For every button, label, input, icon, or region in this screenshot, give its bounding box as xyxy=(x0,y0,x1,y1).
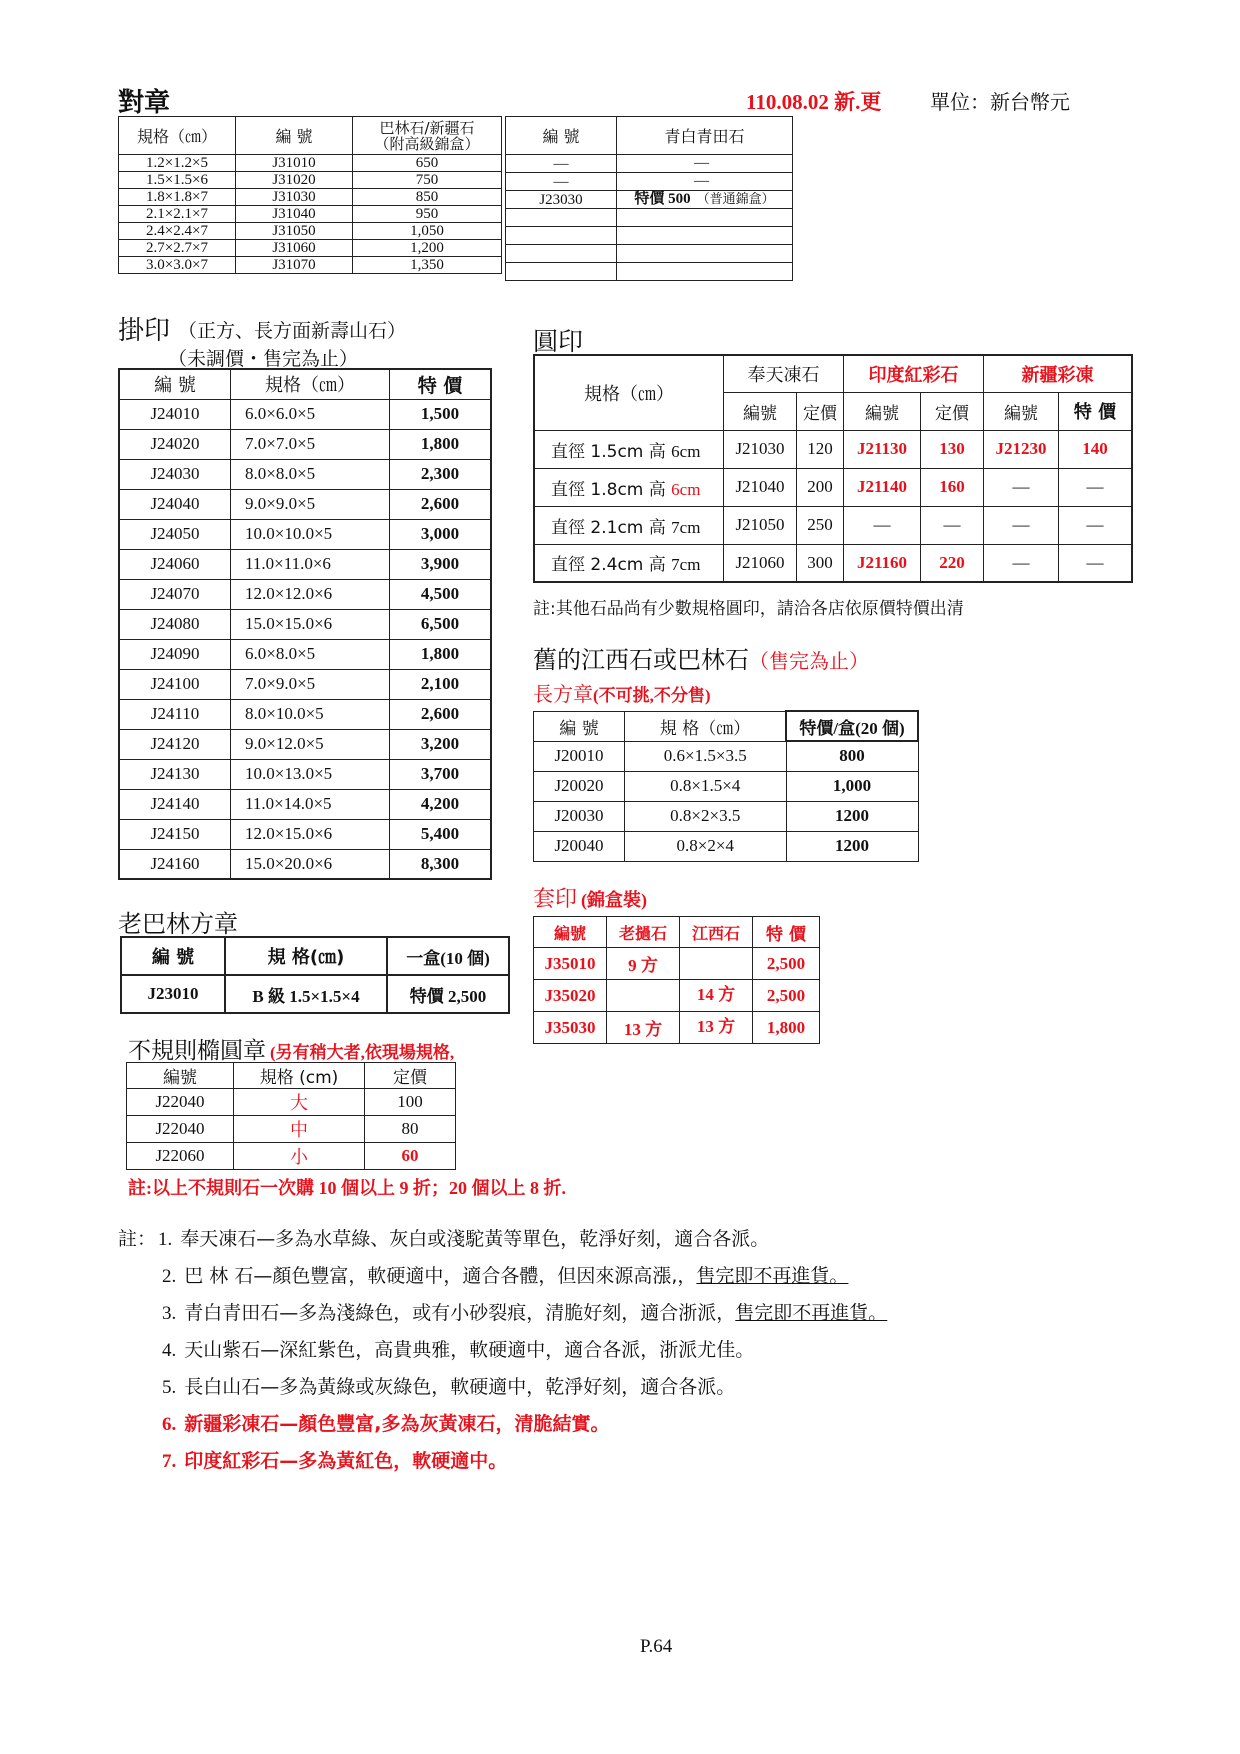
col-header-box-10: 一盒(10 個) xyxy=(387,937,509,975)
col-header-price: 定價 xyxy=(365,1063,456,1089)
cell-price: 2,100 xyxy=(390,669,492,699)
note-text: 新疆彩凍石—顏色豐富,多為灰黃凍石，清脆結實。 xyxy=(184,1413,610,1435)
duizhang-table-left xyxy=(118,116,502,274)
cell-price: 140 xyxy=(1059,430,1133,468)
cell-spec xyxy=(534,468,724,506)
table-row xyxy=(119,223,502,240)
cell-spec: 1.5×1.5×6 xyxy=(119,172,236,189)
cell-code: J35030 xyxy=(534,1012,607,1044)
taoyin-table xyxy=(533,916,820,1044)
irregular-title: 不規則橢圓章 xyxy=(128,1038,266,1064)
table-row xyxy=(119,549,491,579)
table-row xyxy=(534,430,1132,468)
old-jiangxi-sold-out: （售完為止） xyxy=(749,649,869,673)
taoyin-title: 套印 xyxy=(533,887,578,912)
cell-price: 1,800 xyxy=(390,429,492,459)
cell-spec: 0.8×2×3.5 xyxy=(625,801,787,831)
table-row xyxy=(119,189,502,206)
cell-spec: 7.0×7.0×5 xyxy=(231,429,390,459)
cell-spec: 3.0×3.0×7 xyxy=(119,257,236,274)
cell-spec: 0.6×1.5×3.5 xyxy=(625,741,787,771)
cell-price: 2,500 xyxy=(753,980,820,1012)
table-row xyxy=(506,263,793,281)
note-number: 7. xyxy=(162,1451,177,1472)
cell-spec: 0.8×1.5×4 xyxy=(625,771,787,801)
col-header-code: 編號 xyxy=(984,392,1059,430)
cell-price: 60 xyxy=(365,1143,456,1170)
cell-code: J22060 xyxy=(127,1143,234,1170)
cell-code: J24020 xyxy=(119,429,231,459)
table-row xyxy=(119,429,491,459)
cell-code: J31070 xyxy=(236,257,353,274)
col-header-code: 編號 xyxy=(534,917,607,948)
col-header-balin-xinjiang: 巴林石/新疆石 （附高級錦盒） xyxy=(353,117,502,155)
table-row xyxy=(119,519,491,549)
col-header-qingtian: 青白青田石 xyxy=(617,117,793,155)
section-title-irregular xyxy=(128,1032,518,1065)
note-number: 5. xyxy=(162,1377,177,1398)
duizhang-table-right xyxy=(505,116,793,281)
cell-code: J21160 xyxy=(844,544,921,582)
cell-price: 2,600 xyxy=(390,489,492,519)
cell-spec xyxy=(534,544,724,582)
col-header-jiangxi: 江西石 xyxy=(680,917,753,948)
guayin-table xyxy=(118,368,492,880)
cell-price: 6,500 xyxy=(390,609,492,639)
table-row xyxy=(119,609,491,639)
cell-code: J24110 xyxy=(119,699,231,729)
cell-price: 2,500 xyxy=(753,948,820,980)
rect-seal-note: (不可挑,不分售) xyxy=(593,686,711,705)
cell-size: 小 xyxy=(234,1143,365,1170)
cell-code: J21140 xyxy=(844,468,921,506)
irregular-table xyxy=(126,1062,456,1170)
cell-price xyxy=(617,245,793,263)
spec-height: 7cm xyxy=(671,517,701,537)
cell-code xyxy=(506,245,617,263)
cell-price xyxy=(617,227,793,245)
cell-spec: 1.8×1.8×7 xyxy=(119,189,236,206)
spec-diameter: 直徑 1.8cm 高 xyxy=(551,479,672,500)
cell-code xyxy=(506,209,617,227)
col-header-spec: 規 格(㎝) xyxy=(225,937,387,975)
special-price: — xyxy=(694,155,709,171)
table-row xyxy=(127,1089,456,1116)
cell-code: — xyxy=(984,506,1059,544)
table-row xyxy=(119,579,491,609)
note-number: 1. xyxy=(158,1229,173,1250)
cell-price: 1,800 xyxy=(753,1012,820,1044)
cell-code: J24060 xyxy=(119,549,231,579)
cell-spec: 2.4×2.4×7 xyxy=(119,223,236,240)
cell-price: — xyxy=(1059,544,1133,582)
cell-price: 1,800 xyxy=(390,639,492,669)
col-header-special-price: 特 價 xyxy=(753,917,820,948)
cell-price: 130 xyxy=(921,430,984,468)
special-price: 特價 500 xyxy=(634,191,691,207)
cell-code: J24010 xyxy=(119,399,231,429)
col-header-code: 編 號 xyxy=(121,937,225,975)
col-header-price: 特 價 xyxy=(390,369,492,399)
cell-code: J21060 xyxy=(724,544,797,582)
table-row xyxy=(534,1012,820,1044)
table-row xyxy=(119,819,491,849)
cell-code: J23010 xyxy=(121,975,225,1013)
section-title-old-balin: 老巴林方章 xyxy=(118,910,238,938)
table-row xyxy=(119,699,491,729)
note-text: 奉天凍石—多為水草綠、灰白或淺駝黃等單色，乾淨好刻，適合各派。 xyxy=(180,1228,770,1250)
cell-code: J20020 xyxy=(534,771,625,801)
cell-price: 160 xyxy=(921,468,984,506)
cell-code: — xyxy=(984,468,1059,506)
note-number: 3. xyxy=(162,1303,177,1324)
cell-code: J31030 xyxy=(236,189,353,206)
cell-code: J24100 xyxy=(119,669,231,699)
cell-price xyxy=(617,263,793,281)
cell-price: 120 xyxy=(797,430,844,468)
note-item xyxy=(162,1298,887,1325)
cell-size: 中 xyxy=(234,1116,365,1143)
section-title-old-jiangxi xyxy=(533,640,869,675)
old-balin-table xyxy=(120,936,510,1014)
cell-price xyxy=(617,191,793,209)
cell-code: J22040 xyxy=(127,1089,234,1116)
cell-code: J24090 xyxy=(119,639,231,669)
cell-price: 3,700 xyxy=(390,759,492,789)
note-item xyxy=(162,1261,848,1288)
currency-unit: 單位：新台幣元 xyxy=(930,90,1070,114)
table-row xyxy=(534,801,919,831)
cell-spec: 10.0×13.0×5 xyxy=(231,759,390,789)
cell-jiangxi xyxy=(680,948,753,980)
cell-price xyxy=(617,209,793,227)
cell-spec: 11.0×11.0×6 xyxy=(231,549,390,579)
old-jiangxi-table xyxy=(533,710,919,862)
cell-spec: 10.0×10.0×5 xyxy=(231,519,390,549)
note-underlined: 售完即不再進貨。 xyxy=(735,1302,888,1324)
cell-code: J24130 xyxy=(119,759,231,789)
cell-code: J24080 xyxy=(119,609,231,639)
cell-price: 5,400 xyxy=(390,819,492,849)
cell-price xyxy=(617,155,793,173)
cell-spec: 9.0×9.0×5 xyxy=(231,489,390,519)
cell-code: J20040 xyxy=(534,831,625,861)
section-title-duizhang: 對章 xyxy=(118,88,171,118)
notes-prefix: 註： xyxy=(118,1228,157,1250)
note-number: 6. xyxy=(162,1414,177,1435)
col-header-price: 定價 xyxy=(921,392,984,430)
cell-price: 200 xyxy=(797,468,844,506)
table-row xyxy=(119,206,502,223)
table-row xyxy=(119,155,502,172)
cell-spec: 8.0×10.0×5 xyxy=(231,699,390,729)
cell-code: J24030 xyxy=(119,459,231,489)
cell-code: J21130 xyxy=(844,430,921,468)
cell-price: 750 xyxy=(353,172,502,189)
cell-code: J31060 xyxy=(236,240,353,257)
cell-spec: 1.2×1.2×5 xyxy=(119,155,236,172)
table-row xyxy=(119,669,491,699)
page-number: P.64 xyxy=(640,1636,673,1657)
note-item xyxy=(158,1224,769,1251)
cell-price: 1200 xyxy=(786,831,918,861)
table-row xyxy=(119,849,491,879)
note-text: 天山紫石—深紅紫色，高貴典雅，軟硬適中，適合各派，浙派尤佳。 xyxy=(184,1339,755,1361)
table-row xyxy=(506,173,793,191)
cell-spec: 12.0×15.0×6 xyxy=(231,819,390,849)
table-row xyxy=(534,948,820,980)
cell-code xyxy=(506,227,617,245)
cell-code: J24140 xyxy=(119,789,231,819)
note-number: 4. xyxy=(162,1340,177,1361)
irregular-title-note: (另有稍大者,依現場規格, xyxy=(270,1043,455,1062)
cell-price: 100 xyxy=(365,1089,456,1116)
cell-spec: 6.0×8.0×5 xyxy=(231,639,390,669)
cell-price: 950 xyxy=(353,206,502,223)
group-header-xinjiang: 新疆彩凍 xyxy=(984,355,1133,392)
note-item xyxy=(162,1372,735,1399)
cell-spec xyxy=(534,506,724,544)
cell-spec: 12.0×12.0×6 xyxy=(231,579,390,609)
cell-price: 1,000 xyxy=(786,771,918,801)
note-text: 印度紅彩石—多為黃紅色，軟硬適中。 xyxy=(184,1450,508,1472)
cell-spec: 2.1×2.1×7 xyxy=(119,206,236,223)
table-row xyxy=(119,399,491,429)
spec-height: 6cm xyxy=(671,441,701,461)
table-row xyxy=(119,257,502,274)
cell-code: J24120 xyxy=(119,729,231,759)
irregular-discount-note: 註:以上不規則石一次購 10 個以上 9 折；20 個以上 8 折. xyxy=(128,1178,566,1198)
col-header-code: 編號 xyxy=(127,1063,234,1089)
table-row xyxy=(119,459,491,489)
spec-height: 7cm xyxy=(671,555,701,575)
yuanyin-note: 註:其他石品尚有少數規格圓印，請洽各店依原價特價出清 xyxy=(533,599,964,619)
col-header-spec: 規格（㎝） xyxy=(534,355,724,430)
taoyin-note: (錦盒裝) xyxy=(581,890,648,910)
note-text: 長白山石—多為黃綠或灰綠色，軟硬適中，乾淨好刻，適合各派。 xyxy=(184,1376,736,1398)
cell-code xyxy=(506,263,617,281)
cell-code: J24040 xyxy=(119,489,231,519)
cell-laos xyxy=(607,980,680,1012)
note-underlined: 售完即不再進貨。 xyxy=(696,1265,849,1287)
cell-price: — xyxy=(1059,506,1133,544)
cell-code: J21030 xyxy=(724,430,797,468)
cell-jiangxi: 13 方 xyxy=(680,1012,753,1044)
cell-price: 3,900 xyxy=(390,549,492,579)
cell-price: 1,500 xyxy=(390,399,492,429)
group-header-fengtian: 奉天凍石 xyxy=(724,355,844,392)
cell-price: 300 xyxy=(797,544,844,582)
col-header-box-price: 特價/盒(20 個) xyxy=(786,711,918,741)
table-row xyxy=(119,639,491,669)
col-header-spec: 規格 (cm) xyxy=(234,1063,365,1089)
box-type: （普通錦盒） xyxy=(696,192,775,207)
old-jiangxi-title: 舊的江西石或巴林石 xyxy=(533,646,749,674)
cell-spec: 0.8×2×4 xyxy=(625,831,787,861)
cell-spec: 2.7×2.7×7 xyxy=(119,240,236,257)
table-row xyxy=(119,759,491,789)
cell-price: 1,200 xyxy=(353,240,502,257)
table-row xyxy=(506,155,793,173)
cell-code: — xyxy=(506,173,617,191)
col-header-code: 編 號 xyxy=(534,711,625,741)
cell-spec: 11.0×14.0×5 xyxy=(231,789,390,819)
table-row xyxy=(534,506,1132,544)
cell-code: J31050 xyxy=(236,223,353,240)
table-row xyxy=(534,544,1132,582)
cell-price: 250 xyxy=(797,506,844,544)
cell-laos: 9 方 xyxy=(607,948,680,980)
table-row xyxy=(506,245,793,263)
special-price: — xyxy=(694,173,709,189)
rect-seal-title xyxy=(533,678,711,707)
cell-code: J35010 xyxy=(534,948,607,980)
cell-spec: 7.0×9.0×5 xyxy=(231,669,390,699)
cell-price: — xyxy=(1059,468,1133,506)
cell-price: 8,300 xyxy=(390,849,492,879)
cell-price: — xyxy=(921,506,984,544)
cell-code: J20030 xyxy=(534,801,625,831)
cell-laos: 13 方 xyxy=(607,1012,680,1044)
spec-diameter: 直徑 2.4cm 高 xyxy=(551,555,672,576)
table-row xyxy=(119,172,502,189)
cell-code: J21230 xyxy=(984,430,1059,468)
cell-code: J31020 xyxy=(236,172,353,189)
cell-code: — xyxy=(844,506,921,544)
cell-spec: 8.0×8.0×5 xyxy=(231,459,390,489)
cell-code: J21040 xyxy=(724,468,797,506)
cell-code: J21050 xyxy=(724,506,797,544)
cell-code: — xyxy=(506,155,617,173)
table-row xyxy=(534,771,919,801)
cell-price: 特價 2,500 xyxy=(387,975,509,1013)
cell-price: 800 xyxy=(786,741,918,771)
table-row xyxy=(119,489,491,519)
spec-diameter: 直徑 2.1cm 高 xyxy=(551,517,672,538)
guayin-subtitle-1: （正方、長方面新壽山石） xyxy=(178,320,407,342)
cell-price xyxy=(617,173,793,191)
cell-price: 3,000 xyxy=(390,519,492,549)
table-row xyxy=(506,227,793,245)
yuanyin-table xyxy=(533,354,1133,583)
cell-code: J24050 xyxy=(119,519,231,549)
table-row xyxy=(119,240,502,257)
cell-code: J23030 xyxy=(506,191,617,209)
cell-price: 1,050 xyxy=(353,223,502,240)
cell-price: 4,200 xyxy=(390,789,492,819)
note-text: 巴 林 石—顏色豐富，軟硬適中，適合各體，但因來源高漲,， xyxy=(184,1265,697,1287)
section-title-taoyin xyxy=(533,882,647,913)
cell-spec: 15.0×20.0×6 xyxy=(231,849,390,879)
section-title-guayin: 掛印 xyxy=(118,316,171,346)
table-row xyxy=(506,191,793,209)
cell-price: 4,500 xyxy=(390,579,492,609)
cell-spec: 9.0×12.0×5 xyxy=(231,729,390,759)
col-header-special-price: 特 價 xyxy=(1059,392,1133,430)
cell-code: J31040 xyxy=(236,206,353,223)
cell-price: 2,300 xyxy=(390,459,492,489)
table-row xyxy=(127,1143,456,1170)
note-text: 青白青田石—多為淺綠色，或有小砂裂痕，清脆好刻，適合浙派， xyxy=(184,1302,736,1324)
cell-code: — xyxy=(984,544,1059,582)
cell-price: 2,600 xyxy=(390,699,492,729)
cell-price: 1200 xyxy=(786,801,918,831)
cell-price: 1,350 xyxy=(353,257,502,274)
spec-diameter: 直徑 1.5cm 高 xyxy=(551,441,672,462)
cell-price: 3,200 xyxy=(390,729,492,759)
note-item xyxy=(162,1335,754,1362)
note-item xyxy=(162,1409,609,1436)
table-row xyxy=(534,468,1132,506)
cell-price: 220 xyxy=(921,544,984,582)
cell-code: J24160 xyxy=(119,849,231,879)
cell-code: J22040 xyxy=(127,1116,234,1143)
guayin-subtitle-2: （未調價・售完為止） xyxy=(168,348,359,370)
section-title-yuanyin: 圓印 xyxy=(533,327,584,356)
cell-code: J24150 xyxy=(119,819,231,849)
col-header-code: 編號 xyxy=(844,392,921,430)
cell-size: 大 xyxy=(234,1089,365,1116)
cell-code: J24070 xyxy=(119,579,231,609)
revision-date: 110.08.02 新.更 xyxy=(746,90,882,114)
cell-price: 650 xyxy=(353,155,502,172)
cell-spec: 15.0×15.0×6 xyxy=(231,609,390,639)
cell-spec xyxy=(534,430,724,468)
cell-code: J20010 xyxy=(534,741,625,771)
rect-seal-label: 長方章 xyxy=(533,682,593,706)
col-header-spec: 規格（㎝） xyxy=(119,117,236,155)
table-row xyxy=(534,741,919,771)
spec-height: 6cm xyxy=(671,479,701,499)
table-row xyxy=(506,209,793,227)
cell-price: 80 xyxy=(365,1116,456,1143)
col-header-spec: 規 格（㎝） xyxy=(625,711,787,741)
col-header-price: 定價 xyxy=(797,392,844,430)
note-number: 2. xyxy=(162,1266,177,1287)
note-item xyxy=(162,1446,507,1473)
col-header-laos: 老撾石 xyxy=(607,917,680,948)
cell-jiangxi: 14 方 xyxy=(680,980,753,1012)
col-header-code: 編 號 xyxy=(506,117,617,155)
table-row xyxy=(119,729,491,759)
table-row xyxy=(534,831,919,861)
table-row xyxy=(119,789,491,819)
table-row xyxy=(534,980,820,1012)
cell-code: J35020 xyxy=(534,980,607,1012)
table-row xyxy=(127,1116,456,1143)
col-header-code: 編號 xyxy=(724,392,797,430)
cell-code: J31010 xyxy=(236,155,353,172)
cell-price: 850 xyxy=(353,189,502,206)
col-header-code: 編 號 xyxy=(236,117,353,155)
col-header-spec: 規格（㎝） xyxy=(231,369,390,399)
cell-spec: B 級 1.5×1.5×4 xyxy=(225,975,387,1013)
cell-spec: 6.0×6.0×5 xyxy=(231,399,390,429)
group-header-india-red: 印度紅彩石 xyxy=(844,355,984,392)
col-header-code: 編 號 xyxy=(119,369,231,399)
table-row xyxy=(121,975,509,1013)
